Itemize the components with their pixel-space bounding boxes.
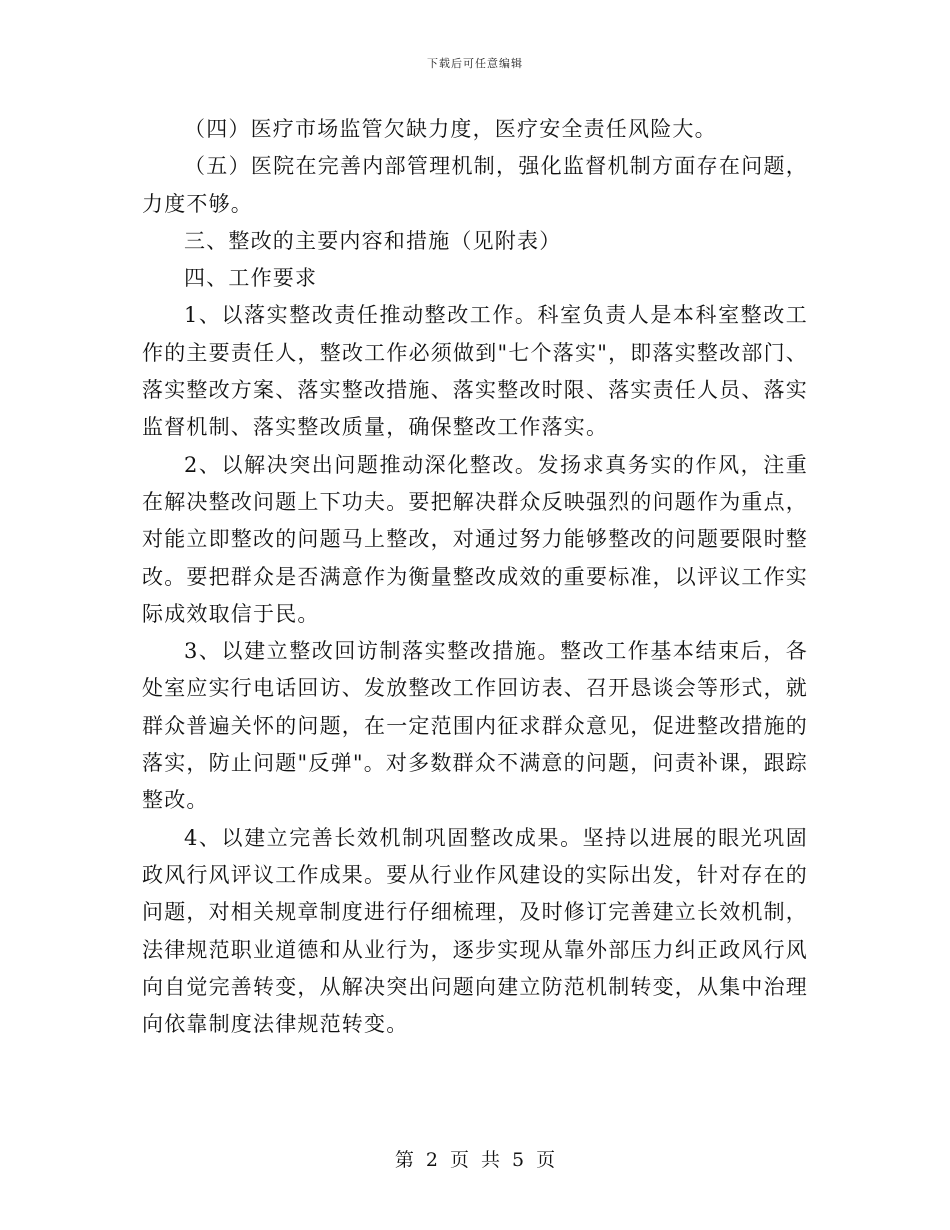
heading-work-requirements: 四、工作要求 — [184, 266, 318, 291]
paragraph-section-4: （四）医疗市场监管欠缺力度，医疗安全责任风险大。 — [184, 117, 717, 141]
page-header-note: 下载后可任意编辑 — [427, 57, 523, 70]
paragraph-requirement-4: 4、以建立完善长效机制巩固整改成果。坚持以进展的眼光巩固政风行风评议工作成果。要从行业作风建设的实际出发，针对存在的问题，对相关规章制度进行仔细梳理，及时修订完善建立长效机制，法律规范职业道德和从业行为，逐步实现从靠外部压力纠正政风行风向自觉完善转变，从解决突出问题向建立防范机制转变，从集中治理向依靠制度法律规范转变。 — [142, 825, 808, 1037]
paragraph-requirement-3: 3、以建立整改回访制落实整改措施。整改工作基本结束后，各处室应实行电话回访、发放整改工作回访表、召开恳谈会等形式，就群众普遍关怀的问题，在一定范围内征求群众意见，促进整改措施的落实，防止问题"反弹"。对多数群众不满意的问题，问责补课，跟踪整改。 — [142, 639, 808, 813]
paragraph-section-5: （五）医院在完善内部管理机制，强化监督机制方面存在问题，力度不够。 — [142, 154, 808, 216]
heading-rectification-measures: 三、整改的主要内容和措施（见附表） — [184, 228, 562, 253]
paragraph-requirement-2: 2、以解决突出问题推动深化整改。发扬求真务实的作风，注重在解决整改问题上下功夫。要把解决群众反映强烈的问题作为重点，对能立即整改的问题马上整改，对通过努力能够整改的问题要限时整改。要把群众是否满意作为衡量整改成效的重要标准，以评议工作实际成效取信于民。 — [142, 452, 808, 626]
document-body — [142, 111, 808, 1043]
page-number-footer: 第 2 页 共 5 页 — [394, 1149, 556, 1171]
paragraph-requirement-1: 1、以落实整改责任推动整改工作。科室负责人是本科室整改工作的主要责任人，整改工作必须做到"七个落实"，即落实整改部门、落实整改方案、落实整改措施、落实整改时限、落实责任人员、落实监督机制、落实整改质量，确保整改工作落实。 — [142, 303, 808, 440]
